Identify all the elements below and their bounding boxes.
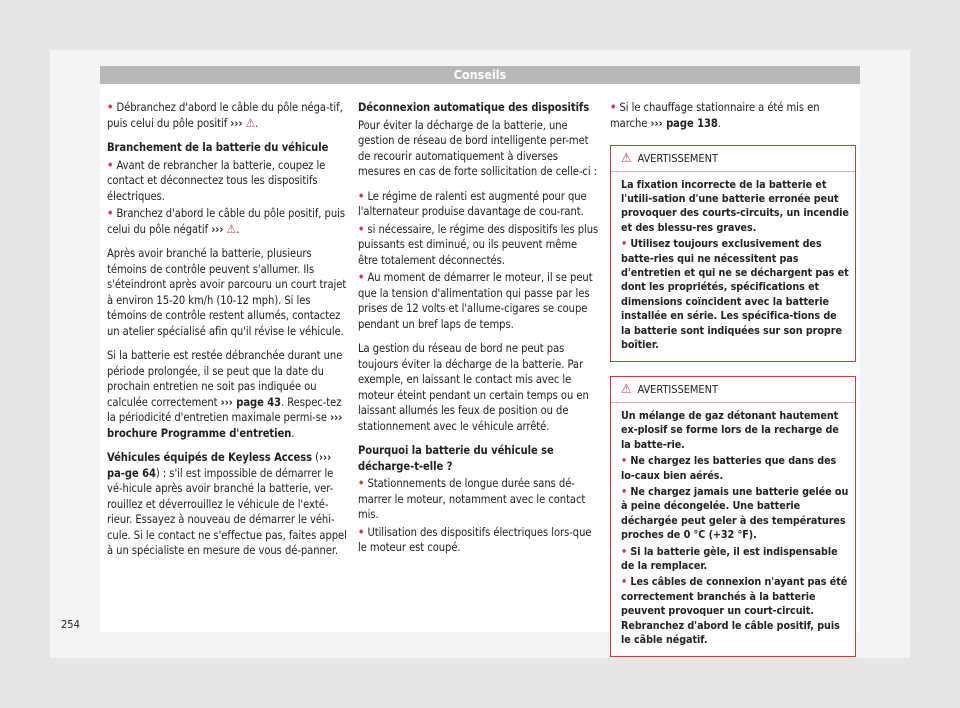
warning-bullet: • Ne chargez les batteries que dans des lo-caux bien aérés. xyxy=(621,454,837,482)
bullet-icon: • xyxy=(621,484,628,498)
section-header xyxy=(100,66,860,84)
column-2 xyxy=(358,100,600,565)
page-content xyxy=(100,84,860,646)
warning-text: Un mélange de gaz détonant hautement ex-plosif se forme lors de la recharge de la batte-rie. xyxy=(621,408,839,451)
subheading: Branchement de la batterie du véhicule xyxy=(107,141,329,154)
bullet-paragraph: • si nécessaire, le régime des dispositifs les plus puissants est diminué, ou ils peuvent même être totalement déconnectés. xyxy=(358,222,599,267)
bullet-paragraph: • Stationnements de longue durée sans dé-marrer le moteur, notamment avec le contact mis. xyxy=(358,477,586,521)
page-link[interactable]: ››› page 138 xyxy=(650,116,718,130)
bullet-icon: • xyxy=(107,207,114,220)
paragraph: Véhicules équipés de Keyless Access (››› pa-ge 64) : s'il est impossible de démarrer le vé-hicule après avoir branché la batterie, ver-rouillez et déverrouillez le véhicule de l'exté-rieur. Essayez à nouveau de démarrer le véhi-cule. Si le contact ne s'effectue pas, faites appel à un spécialiste en mesure de vous dé-panner. xyxy=(107,451,347,557)
warning-bullet: • Utilisez toujours exclusivement des batte-ries qui ne nécessitent pas d'entretien et qui ne se déchargent pas et dont les propriétés, spécifications et dimensions coïncident avec la batterie installée en série. Les spécifica-tions de la batterie sont indiquées sur son propre boîtier. xyxy=(621,237,849,351)
bullet-paragraph: • Au moment de démarrer le moteur, il se peut que la tension d'alimentation qui passe par les prises de 12 volts et l'allume-cigares se coupe pendant un bref laps de temps. xyxy=(358,271,593,331)
warning-triangle-icon: ⚠ xyxy=(226,221,237,236)
bullet-icon: • xyxy=(621,575,628,589)
subheading: Déconnexion automatique des dispositifs xyxy=(358,101,590,114)
bullet-icon: • xyxy=(358,222,365,236)
bullet-icon: • xyxy=(358,189,365,203)
bullet-paragraph: • Débranchez d'abord le câble du pôle néga-tif, puis celui du pôle positif ››› ⚠. xyxy=(107,101,343,130)
paragraph: Si la batterie est restée débranchée durant une période prolongée, il se peut que la date du prochain entretien ne soit pas indiquée ou calculée correctement ››› page 43. Respec-tez la périodicité d'entretien maximale permi-se ››› brochure Programme d'entretien. xyxy=(107,349,343,440)
warning-header: ⚠ AVERTISSEMENT xyxy=(611,377,855,403)
bullet-paragraph: • Le régime de ralenti est augmenté pour que l'alternateur produise davantage de cou-rant. xyxy=(358,189,587,218)
warning-body xyxy=(611,172,855,362)
bullet-paragraph: • Branchez d'abord le câble du pôle positif, puis celui du pôle négatif ››› ⚠. xyxy=(107,207,345,236)
page-link[interactable]: ››› page 43 xyxy=(220,395,282,409)
bullet-icon: • xyxy=(107,158,114,172)
warning-bullet: • Si la batterie gèle, il est indispensable de la remplacer. xyxy=(621,544,838,572)
bullet-paragraph: • Utilisation des dispositifs électriques lors-que le moteur est coupé. xyxy=(358,525,592,554)
page-link[interactable]: ››› pa-ge 64 xyxy=(107,451,332,480)
warning-box xyxy=(610,376,856,657)
warning-header: ⚠ AVERTISSEMENT xyxy=(611,146,855,172)
page-ref-arrow[interactable]: ››› xyxy=(230,116,243,130)
bullet-icon: • xyxy=(621,454,628,468)
warning-body xyxy=(611,403,855,657)
column-1 xyxy=(107,100,349,568)
paragraph: Après avoir branché la batterie, plusieurs témoins de contrôle peuvent s'allumer. Ils s'éteindront après avoir parcouru un court trajet à environ 15-20 km/h (10-12 mph). Si les témoins de contrôle restent allumés, contactez un atelier spécialisé afin qu'il révise le véhicule. xyxy=(107,247,347,338)
bullet-icon: • xyxy=(358,271,365,284)
warning-text: La fixation incorrecte de la batterie et l'utili-sation d'une batterie erronée peut provoquer des courts-circuits, un incendie et des blessu-res graves. xyxy=(621,177,849,234)
warning-triangle-icon: ⚠ xyxy=(621,151,632,166)
bullet-icon: • xyxy=(358,477,365,490)
bullet-icon: • xyxy=(621,237,628,251)
column-3 xyxy=(610,100,856,671)
bullet-paragraph: • Si le chauffage stationnaire a été mis en marche ››› page 138. xyxy=(610,101,820,130)
paragraph: Pour éviter la décharge de la batterie, une gestion de réseau de bord intelligente per-met de recourir automatiquement à diverses mesures en cas de forte sollicitation de celle-ci : xyxy=(358,118,597,178)
page-ref-arrow[interactable]: ››› xyxy=(211,222,224,236)
bullet-paragraph: • Avant de rebrancher la batterie, coupez le contact et déconnectez tous les dispositifs électriques. xyxy=(107,158,326,203)
bullet-icon: • xyxy=(610,101,617,114)
subheading: Pourquoi la batterie du véhicule se décharge-t-elle ? xyxy=(358,444,554,473)
bullet-icon: • xyxy=(621,544,628,558)
warning-bullet: • Ne chargez jamais une batterie gelée ou à peine décongelée. Une batterie déchargée peut geler à des températures proches de 0 °C (+32 °F). xyxy=(621,484,849,542)
warning-triangle-icon: ⚠ xyxy=(621,382,632,398)
warning-box xyxy=(610,145,856,362)
page-number: 254 xyxy=(61,618,80,631)
warning-triangle-icon: ⚠ xyxy=(245,115,256,130)
warning-bullet: • Les câbles de connexion n'ayant pas été correctement branchés à la batterie peuvent provoquer un court-circuit. Rebranchez d'abord le câble positif, puis le câble négatif. xyxy=(621,575,848,646)
bullet-icon: • xyxy=(107,101,114,114)
brochure-link[interactable]: ››› brochure Programme d'entretien xyxy=(107,411,343,440)
paragraph: La gestion du réseau de bord ne peut pas toujours éviter la décharge de la batterie. Par exemple, en laissant le contact mis avec le moteur éteint pendant un certain temps ou en laissant allumés les feux de position ou de stationnement avec le véhicule arrêté. xyxy=(358,342,589,433)
bullet-icon: • xyxy=(358,525,365,539)
section-title: Conseils xyxy=(453,67,507,82)
